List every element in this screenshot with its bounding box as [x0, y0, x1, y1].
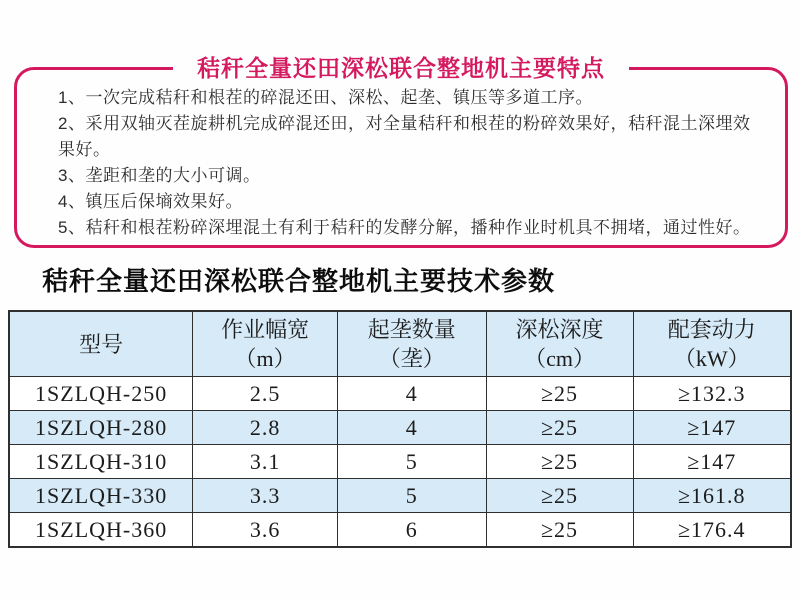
spec-cell: ≥132.3 [633, 377, 791, 411]
feature-item-1: 1、一次完成秸秆和根茬的碎混还田、深松、起垄、镇压等多道工序。 [58, 88, 593, 107]
feature-item-3: 3、垄距和垄的大小可调。 [58, 166, 261, 185]
feature-item-5: 5、秸秆和根茬粉碎深埋混土有利于秸秆的发酵分解，播种作业时机具不拥堵，通过性好。 [58, 218, 751, 237]
spec-cell: ≥176.4 [633, 513, 791, 548]
spec-col-header-4: 深松深度 （cm） [486, 311, 633, 377]
features-panel [14, 56, 788, 248]
table-row [9, 411, 791, 445]
spec-table-head-row [9, 311, 791, 377]
spec-cell: 5 [337, 445, 486, 479]
spec-cell: ≥25 [486, 445, 633, 479]
spec-col-header-1: 型号 [9, 311, 193, 377]
spec-cell: 1SZLQH-330 [9, 479, 193, 513]
feature-item-4: 4、镇压后保墒效果好。 [58, 192, 243, 211]
spec-cell: 1SZLQH-280 [9, 411, 193, 445]
spec-cell: 1SZLQH-310 [9, 445, 193, 479]
specs-table [8, 310, 792, 548]
table-row [9, 479, 791, 513]
specs-heading: 秸秆全量还田深松联合整地机主要技术参数 [42, 267, 556, 296]
spec-cell: 3.6 [193, 513, 338, 548]
table-row [9, 445, 791, 479]
spec-cell: 1SZLQH-250 [9, 377, 193, 411]
spec-cell: ≥161.8 [633, 479, 791, 513]
features-list [17, 70, 785, 241]
spec-cell: ≥147 [633, 411, 791, 445]
spec-cell: 4 [337, 377, 486, 411]
spec-col-header-5: 配套动力 （kW） [633, 311, 791, 377]
spec-cell: ≥25 [486, 411, 633, 445]
spec-cell: 2.8 [193, 411, 338, 445]
spec-cell: 3.1 [193, 445, 338, 479]
spec-table-body [9, 377, 791, 548]
spec-cell: 5 [337, 479, 486, 513]
spec-cell: 2.5 [193, 377, 338, 411]
spec-cell: ≥25 [486, 479, 633, 513]
spec-cell: 6 [337, 513, 486, 548]
feature-item-2: 2、采用双轴灭茬旋耕机完成碎混还田，对全量秸秆和根茬的粉碎效果好，秸秆混土深埋效果好。 [58, 114, 751, 159]
table-row [9, 513, 791, 548]
table-row [9, 377, 791, 411]
features-title: 秸秆全量还田深松联合整地机主要特点 [173, 54, 629, 83]
spec-col-header-2: 作业幅宽 （m） [193, 311, 338, 377]
spec-cell: 4 [337, 411, 486, 445]
spec-col-header-3: 起垄数量 （垄） [337, 311, 486, 377]
spec-cell: ≥147 [633, 445, 791, 479]
spec-cell: 1SZLQH-360 [9, 513, 193, 548]
spec-cell: ≥25 [486, 513, 633, 548]
spec-cell: ≥25 [486, 377, 633, 411]
spec-cell: 3.3 [193, 479, 338, 513]
